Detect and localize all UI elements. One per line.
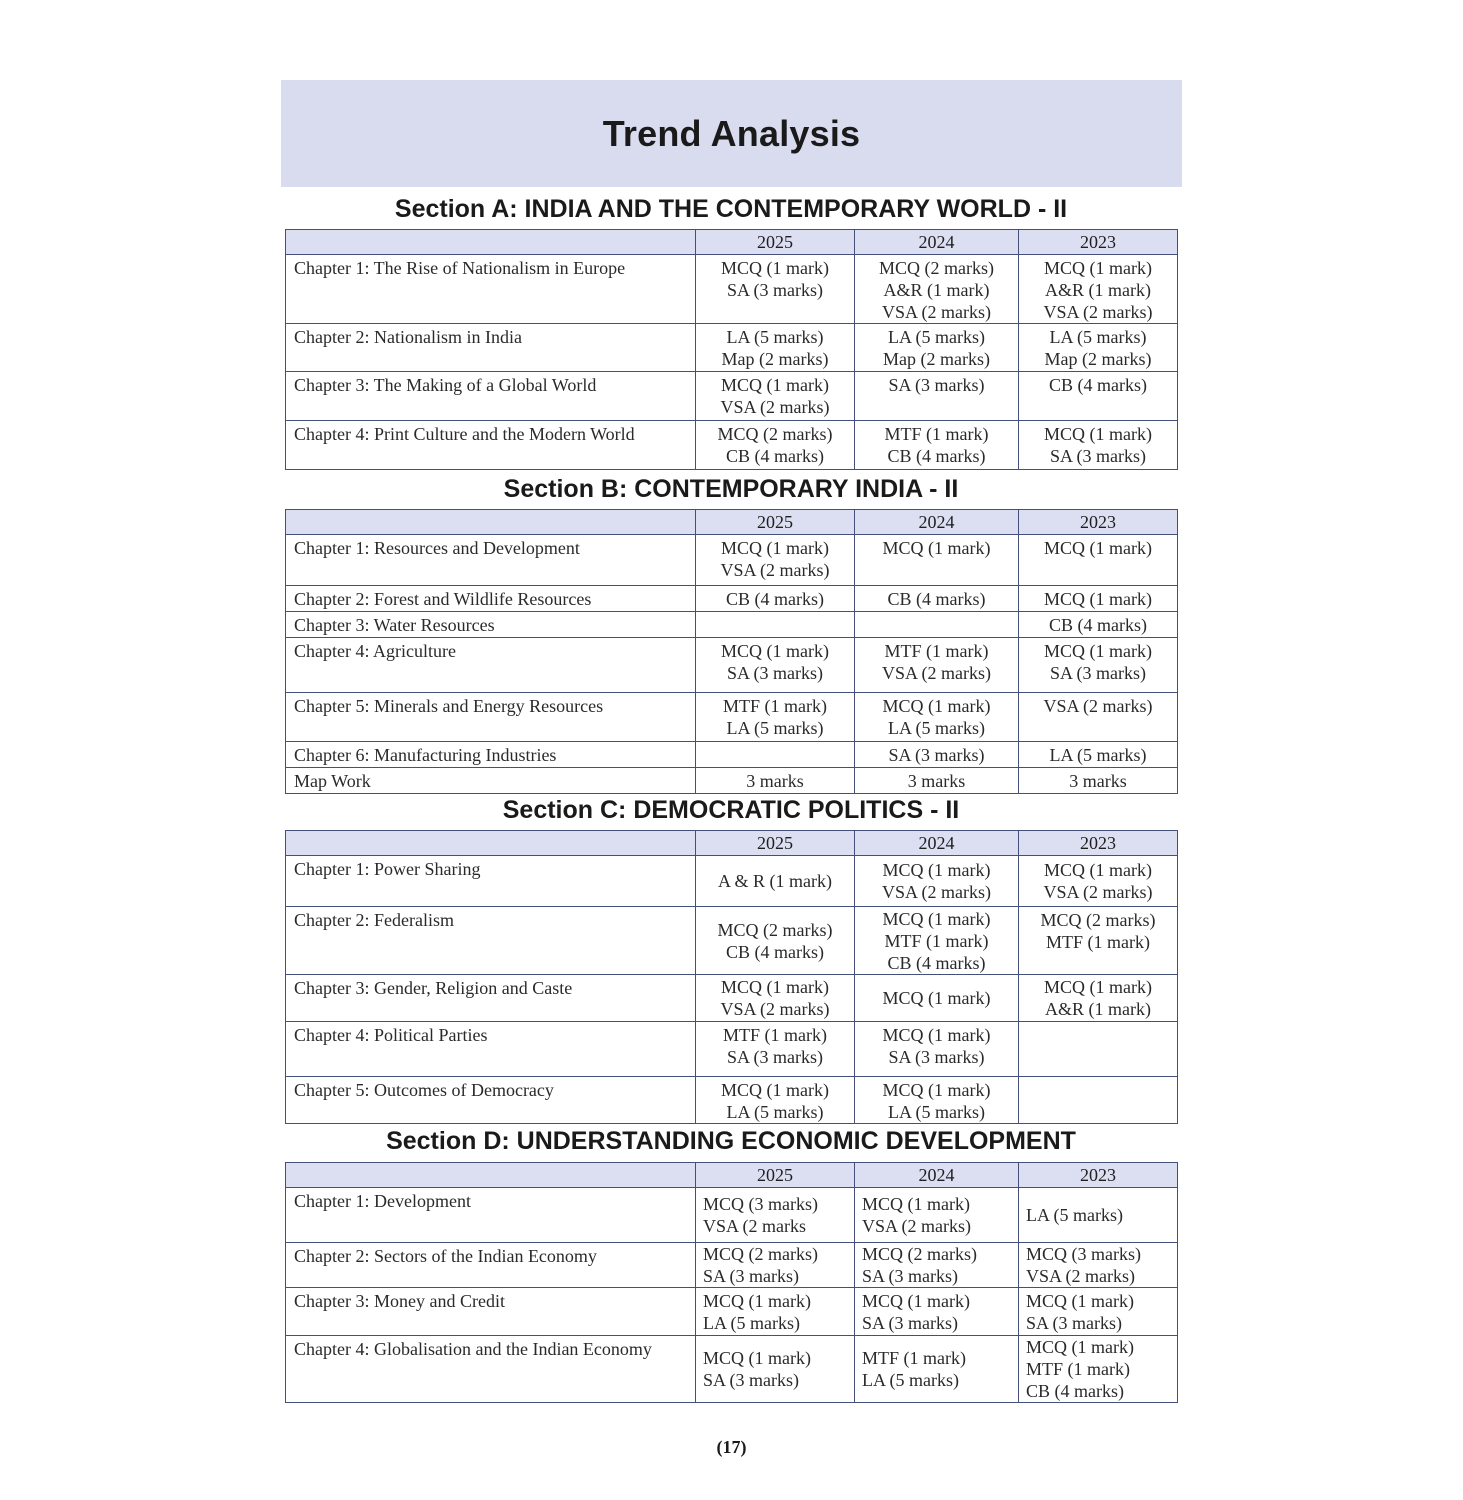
chapter-cell: Chapter 3: Water Resources xyxy=(286,612,696,638)
year-header: 2025 xyxy=(696,510,855,535)
table-header-row xyxy=(286,1163,1178,1188)
marks-cell: MTF (1 mark) VSA (2 marks) xyxy=(855,638,1019,693)
marks-cell: MCQ (1 mark) SA (3 marks) xyxy=(696,1336,855,1403)
marks-cell: MCQ (1 mark) LA (5 marks) xyxy=(855,693,1019,742)
marks-cell: MCQ (1 mark) A&R (1 mark) xyxy=(1019,975,1178,1022)
marks-cell: LA (5 marks) xyxy=(1019,742,1178,768)
table-row xyxy=(286,1243,1178,1288)
table-row xyxy=(286,586,1178,612)
page-title: Trend Analysis xyxy=(602,112,861,154)
chapter-cell: Chapter 3: The Making of a Global World xyxy=(286,372,696,421)
table-header-row xyxy=(286,510,1178,535)
table-row xyxy=(286,742,1178,768)
marks-cell: MCQ (1 mark) SA (3 marks) xyxy=(696,255,855,324)
marks-cell: MCQ (3 marks) VSA (2 marks xyxy=(696,1188,855,1243)
table-row xyxy=(286,421,1178,470)
table-header-row xyxy=(286,831,1178,856)
page-number: (17) xyxy=(716,1437,747,1457)
year-header: 2025 xyxy=(696,1163,855,1188)
marks-cell: MCQ (1 mark) xyxy=(855,535,1019,586)
marks-cell: CB (4 marks) xyxy=(1019,372,1178,421)
marks-cell: MCQ (3 marks) VSA (2 marks) xyxy=(1019,1243,1178,1288)
marks-cell: MCQ (1 mark) SA (3 marks) xyxy=(1019,421,1178,470)
section-b-table xyxy=(285,509,1178,794)
chapter-cell: Chapter 6: Manufacturing Industries xyxy=(286,742,696,768)
chapter-cell: Chapter 1: Resources and Development xyxy=(286,535,696,586)
marks-cell xyxy=(696,742,855,768)
chapter-cell: Chapter 4: Globalisation and the Indian Economy xyxy=(286,1336,696,1403)
table-row xyxy=(286,1022,1178,1077)
table-row xyxy=(286,372,1178,421)
marks-cell xyxy=(1019,1077,1178,1124)
table-row xyxy=(286,907,1178,975)
marks-cell: SA (3 marks) xyxy=(855,372,1019,421)
marks-cell: MTF (1 mark) LA (5 marks) xyxy=(855,1336,1019,1403)
chapter-cell: Chapter 5: Minerals and Energy Resources xyxy=(286,693,696,742)
table-row xyxy=(286,1288,1178,1336)
marks-cell: MCQ (1 mark) VSA (2 marks) xyxy=(696,372,855,421)
marks-cell: VSA (2 marks) xyxy=(1019,693,1178,742)
marks-cell: 3 marks xyxy=(1019,768,1178,794)
section-d-table xyxy=(285,1162,1178,1403)
marks-cell: MTF (1 mark) LA (5 marks) xyxy=(696,693,855,742)
marks-cell: MCQ (1 mark) VSA (2 marks) xyxy=(855,856,1019,907)
year-header: 2024 xyxy=(855,831,1019,856)
table-row xyxy=(286,1077,1178,1124)
marks-cell: MCQ (2 marks) CB (4 marks) xyxy=(696,907,855,975)
section-d-title: Section D: UNDERSTANDING ECONOMIC DEVELOPMENT xyxy=(386,1127,1076,1155)
marks-cell: MCQ (1 mark) SA (3 marks) xyxy=(855,1288,1019,1336)
page-header-banner xyxy=(281,80,1182,187)
marks-cell: MCQ (1 mark) SA (3 marks) xyxy=(1019,638,1178,693)
marks-cell: MCQ (2 marks) A&R (1 mark) VSA (2 marks) xyxy=(855,255,1019,324)
marks-cell: MCQ (1 mark) SA (3 marks) xyxy=(1019,1288,1178,1336)
marks-cell: MCQ (2 marks) SA (3 marks) xyxy=(855,1243,1019,1288)
marks-cell: MCQ (1 mark) MTF (1 mark) CB (4 marks) xyxy=(1019,1336,1178,1403)
header-blank xyxy=(286,510,696,535)
chapter-cell: Chapter 2: Federalism xyxy=(286,907,696,975)
marks-cell: MCQ (1 mark) MTF (1 mark) CB (4 marks) xyxy=(855,907,1019,975)
section-a-table xyxy=(285,229,1178,470)
table-row xyxy=(286,612,1178,638)
marks-cell: MCQ (1 mark) VSA (2 marks) xyxy=(1019,856,1178,907)
marks-cell: MCQ (2 marks) CB (4 marks) xyxy=(696,421,855,470)
marks-cell xyxy=(1019,1022,1178,1077)
section-a-title: Section A: INDIA AND THE CONTEMPORARY WORLD - II xyxy=(394,195,1068,223)
chapter-cell: Chapter 3: Gender, Religion and Caste xyxy=(286,975,696,1022)
marks-cell: MCQ (1 mark) xyxy=(855,975,1019,1022)
chapter-cell: Chapter 1: The Rise of Nationalism in Europe xyxy=(286,255,696,324)
year-header: 2025 xyxy=(696,230,855,255)
marks-cell: MCQ (1 mark) VSA (2 marks) xyxy=(696,975,855,1022)
marks-cell: MCQ (2 marks) SA (3 marks) xyxy=(696,1243,855,1288)
marks-cell: MCQ (1 mark) LA (5 marks) xyxy=(855,1077,1019,1124)
chapter-cell: Chapter 4: Political Parties xyxy=(286,1022,696,1077)
year-header: 2023 xyxy=(1019,831,1178,856)
table-row xyxy=(286,856,1178,907)
marks-cell: LA (5 marks) xyxy=(1019,1188,1178,1243)
table-row xyxy=(286,255,1178,324)
chapter-cell: Chapter 2: Forest and Wildlife Resources xyxy=(286,586,696,612)
table-header-row xyxy=(286,230,1178,255)
marks-cell: MCQ (1 mark) VSA (2 marks) xyxy=(855,1188,1019,1243)
marks-cell: LA (5 marks) Map (2 marks) xyxy=(696,324,855,372)
year-header: 2024 xyxy=(855,230,1019,255)
table-row xyxy=(286,638,1178,693)
year-header: 2023 xyxy=(1019,510,1178,535)
year-header: 2024 xyxy=(855,1163,1019,1188)
marks-cell: CB (4 marks) xyxy=(1019,612,1178,638)
marks-cell: MTF (1 mark) SA (3 marks) xyxy=(696,1022,855,1077)
year-header: 2025 xyxy=(696,831,855,856)
header-blank xyxy=(286,1163,696,1188)
chapter-cell: Chapter 2: Nationalism in India xyxy=(286,324,696,372)
marks-cell: MCQ (1 mark) VSA (2 marks) xyxy=(696,535,855,586)
table-row xyxy=(286,1336,1178,1403)
marks-cell: 3 marks xyxy=(855,768,1019,794)
section-b-title: Section B: CONTEMPORARY INDIA - II xyxy=(503,475,959,503)
marks-cell xyxy=(855,612,1019,638)
marks-cell: CB (4 marks) xyxy=(855,586,1019,612)
year-header: 2023 xyxy=(1019,230,1178,255)
marks-cell: MCQ (1 mark) xyxy=(1019,535,1178,586)
table-row xyxy=(286,693,1178,742)
chapter-cell: Chapter 1: Power Sharing xyxy=(286,856,696,907)
section-c-table xyxy=(285,830,1178,1124)
marks-cell: MCQ (1 mark) SA (3 marks) xyxy=(696,638,855,693)
header-blank xyxy=(286,831,696,856)
chapter-cell: Chapter 1: Development xyxy=(286,1188,696,1243)
marks-cell: CB (4 marks) xyxy=(696,586,855,612)
marks-cell: MCQ (1 mark) A&R (1 mark) VSA (2 marks) xyxy=(1019,255,1178,324)
table-row xyxy=(286,768,1178,794)
section-c-title: Section C: DEMOCRATIC POLITICS - II xyxy=(502,796,960,824)
marks-cell: MTF (1 mark) CB (4 marks) xyxy=(855,421,1019,470)
marks-cell: MCQ (1 mark) LA (5 marks) xyxy=(696,1077,855,1124)
header-blank xyxy=(286,230,696,255)
marks-cell: MCQ (2 marks) MTF (1 mark) xyxy=(1019,907,1178,975)
marks-cell: 3 marks xyxy=(696,768,855,794)
marks-cell: LA (5 marks) Map (2 marks) xyxy=(1019,324,1178,372)
chapter-cell: Chapter 4: Print Culture and the Modern World xyxy=(286,421,696,470)
marks-cell: LA (5 marks) Map (2 marks) xyxy=(855,324,1019,372)
table-row xyxy=(286,975,1178,1022)
marks-cell: A & R (1 mark) xyxy=(696,856,855,907)
year-header: 2024 xyxy=(855,510,1019,535)
marks-cell: MCQ (1 mark) xyxy=(1019,586,1178,612)
chapter-cell: Chapter 4: Agriculture xyxy=(286,638,696,693)
year-header: 2023 xyxy=(1019,1163,1178,1188)
table-row xyxy=(286,535,1178,586)
marks-cell xyxy=(696,612,855,638)
chapter-cell: Chapter 2: Sectors of the Indian Economy xyxy=(286,1243,696,1288)
table-row xyxy=(286,1188,1178,1243)
chapter-cell: Map Work xyxy=(286,768,696,794)
marks-cell: MCQ (1 mark) LA (5 marks) xyxy=(696,1288,855,1336)
chapter-cell: Chapter 5: Outcomes of Democracy xyxy=(286,1077,696,1124)
table-row xyxy=(286,324,1178,372)
marks-cell: MCQ (1 mark) SA (3 marks) xyxy=(855,1022,1019,1077)
marks-cell: SA (3 marks) xyxy=(855,742,1019,768)
chapter-cell: Chapter 3: Money and Credit xyxy=(286,1288,696,1336)
